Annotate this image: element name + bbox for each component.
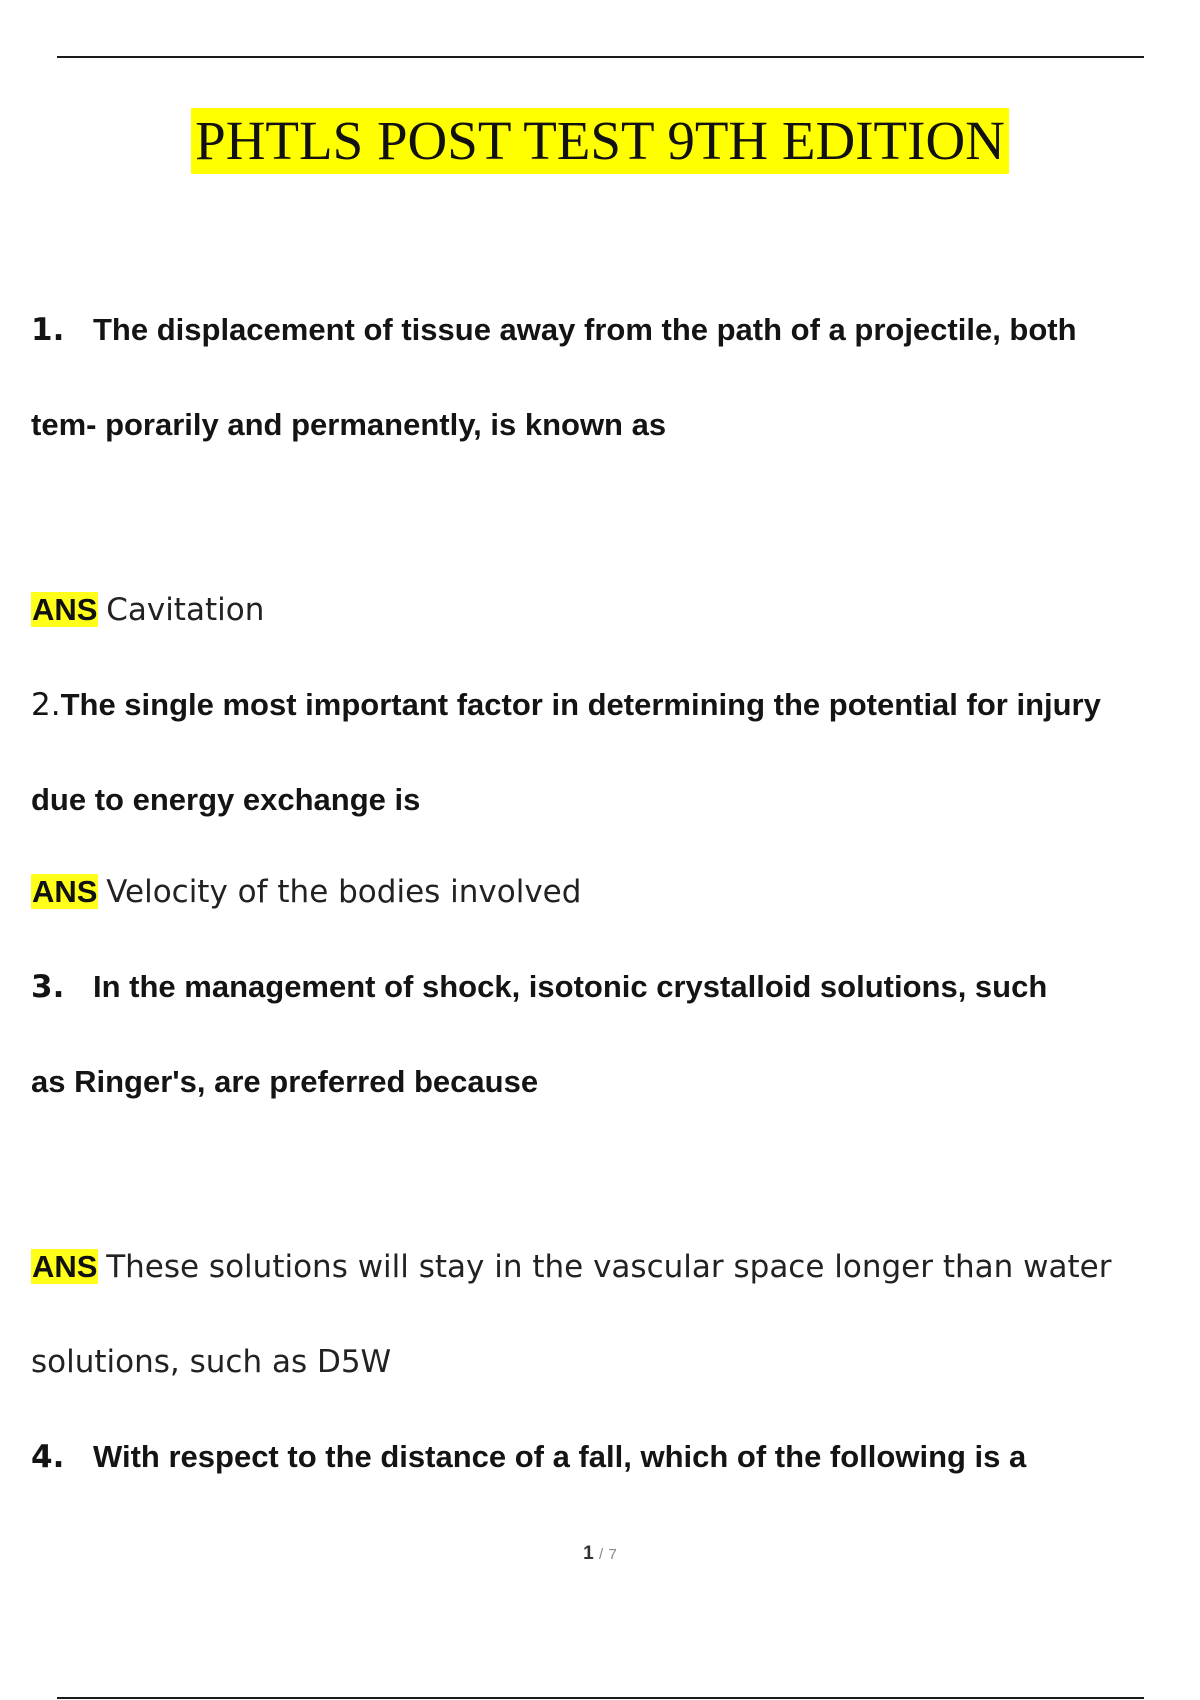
document-title: PHTLS POST TEST 9TH EDITION [191,108,1009,174]
question-4-line-1 [31,1437,1026,1477]
answer-3-text-1: These solutions will stay in the vascular space longer than water [106,1249,1112,1285]
answer-1-label: ANS [32,592,98,627]
answer-3-line-2 [31,1342,391,1382]
question-1-line-2 [31,405,666,445]
question-3-text-1: In the management of shock, isotonic crystalloid solutions, such [93,969,1048,1004]
question-3-line-2 [31,1062,538,1102]
question-4-text-1: With respect to the distance of a fall, which of the following is a [93,1439,1027,1474]
current-page: 1 [583,1543,594,1564]
question-2-line-1 [31,685,1101,725]
answer-1-text: Cavitation [106,592,265,628]
question-3-line-1 [31,967,1047,1007]
bottom-rule [57,1697,1144,1699]
title-container [0,108,1200,174]
question-2-number: 2. [31,687,61,723]
question-1-text-1: The displacement of tissue away from the path of a projectile, both [93,312,1077,347]
question-1-text-2: tem- porarily and permanently, is known as [31,407,667,442]
answer-3-text-2: solutions, such as D5W [31,1344,392,1380]
question-3-text-2: as Ringer's, are preferred because [31,1064,539,1099]
question-4-number: 4. [31,1439,65,1475]
top-rule [57,56,1144,58]
question-2-line-2 [31,780,420,820]
answer-1 [31,590,264,630]
answer-3-line-1 [31,1247,1111,1287]
total-pages: 7 [608,1546,617,1563]
question-2-text-1: The single most important factor in determining the potential for injury [60,687,1101,722]
page-separator: / [599,1546,604,1563]
answer-2 [31,872,581,912]
question-1-line-1 [31,310,1077,350]
answer-2-text: Velocity of the bodies involved [106,874,582,910]
page-indicator [0,1543,1200,1565]
question-1-number: 1. [31,312,65,348]
question-3-number: 3. [31,969,65,1005]
answer-3-label: ANS [32,1249,98,1284]
answer-2-label: ANS [32,874,98,909]
question-2-text-2: due to energy exchange is [31,782,421,817]
